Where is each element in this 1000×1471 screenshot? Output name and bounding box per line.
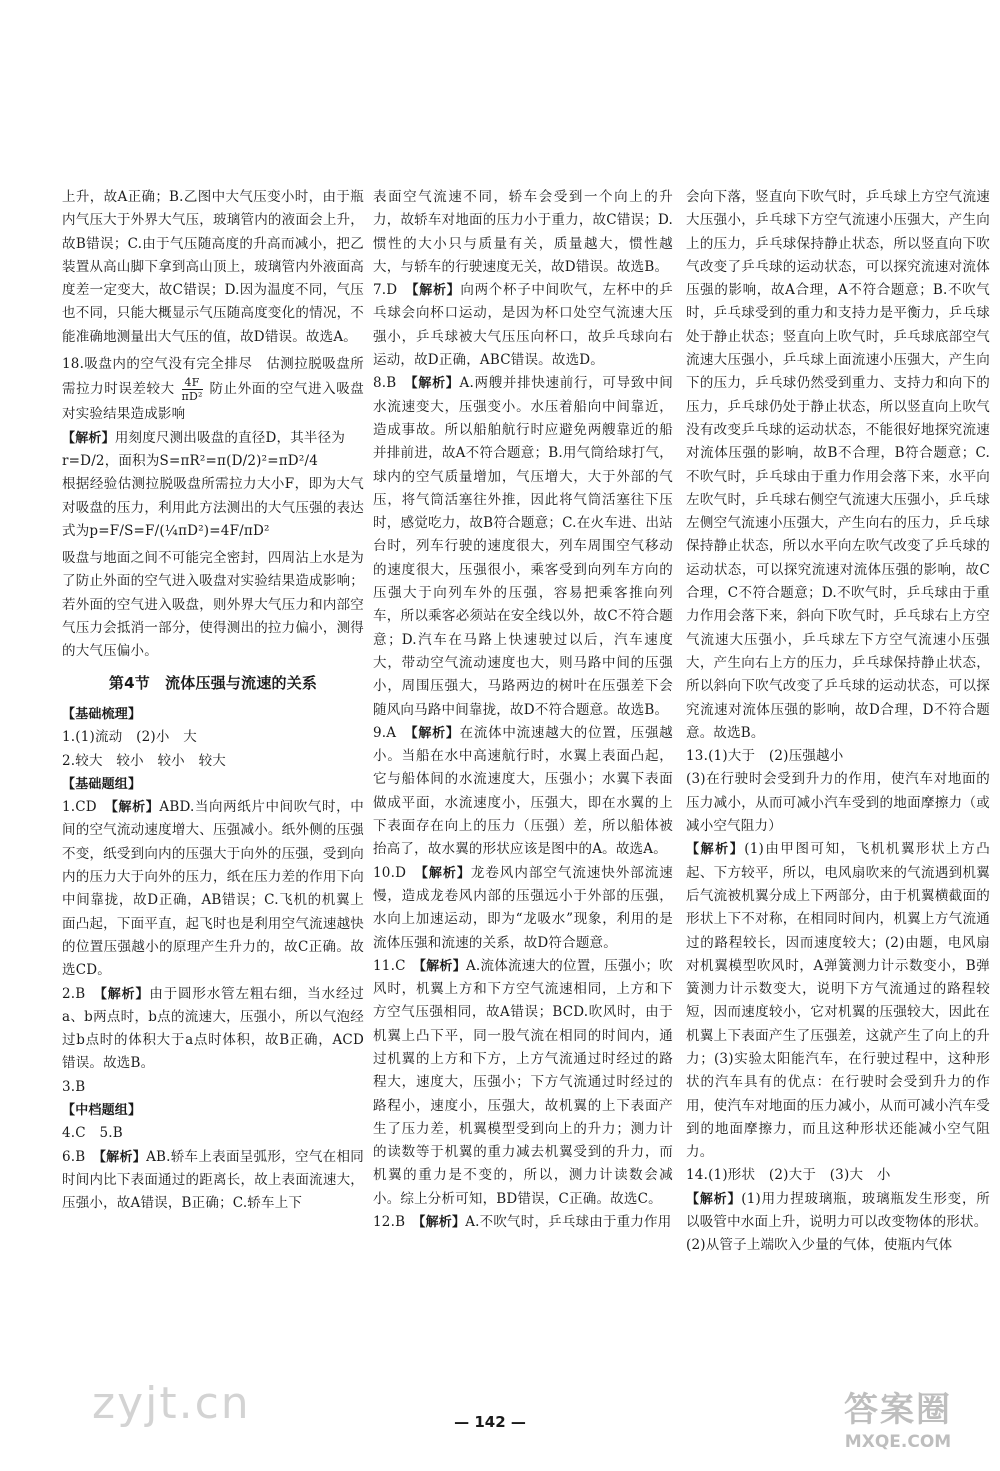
- q1: [62, 796, 364, 982]
- q18-fraction-num: 4F: [182, 376, 203, 390]
- q11-label: 11.C: [373, 957, 406, 974]
- q10: [373, 862, 673, 955]
- q3: 3.B: [62, 1078, 86, 1095]
- q6: [62, 1146, 364, 1216]
- q8-tag: 【解析】: [411, 376, 460, 392]
- column-middle: [373, 186, 673, 1234]
- q12-label: 12.B: [373, 1214, 406, 1231]
- q14-text: (1)用力捏玻璃瓶，玻璃瓶发生形变，所以吸管中水面上升，说明力可以改变物体的形状。: [686, 1190, 990, 1231]
- q2-tag: 【解析】: [100, 986, 150, 1002]
- q12-tag: 【解析】: [418, 1215, 466, 1231]
- q10-tag: 【解析】: [421, 865, 471, 881]
- q18-analysis: [62, 427, 364, 450]
- q18-analysis-text: 用刻度尺测出吸盘的直径D，其半径为: [114, 429, 346, 446]
- q7-text: 向两个杯子中间吹气，左杯中的乒乓球会向杯口运动，是因为杯口处空气流速大压强小，乒乓球被大气压压向杯口，故乒乓球向右运动，故D正确，ABC错误。故选D。: [373, 282, 673, 369]
- q14-answer: 14.(1)形状 (2)大于 (3)大 小: [686, 1167, 891, 1184]
- column-right: [686, 186, 990, 1258]
- q7: [373, 279, 673, 372]
- q18-answer-text: 18.吸盘内的空气没有完全排尽 估测拉脱吸盘所需拉力时误差较大: [62, 356, 364, 398]
- q7-tag: 【解析】: [412, 283, 461, 299]
- q12: [373, 1211, 673, 1234]
- heading-basic-group: 【基础题组】: [62, 776, 142, 792]
- zyjt-watermark-logo: zyjt.cn: [92, 1378, 251, 1429]
- q11-tag: 【解析】: [419, 958, 466, 974]
- q6-text: AB.轿车上表面呈弧形，空气在相同时间内比下表面通过的距离长，故上表面流速大，压强小，故A错误，B正确；C.轿车上下: [62, 1148, 364, 1212]
- q18-analysis-2: 根据经验估测拉脱吸盘所需拉力大小F，即为大气对吸盘的压力，利用此方法测出的大气压强的表达式为p=F/S=F/(¼πD²)=4F/πD²: [62, 476, 364, 539]
- q13-answer-a: 13.(1)大于 (2)压强越小: [686, 748, 844, 765]
- q11: [373, 955, 673, 1211]
- q2: [62, 983, 364, 1076]
- q8-text: A.两艘并排快速前行，可导致中间水流速变大，压强变小。水压着船向中间靠近，造成事故。所以船舶航行时应避免两艘靠近的船并排前进，故A不符合题意；B.用气筒给球打气，球内的空气质量增加，气压增大，大于外部的气压，将气筒活塞往外推，因此将气筒活塞往下压时，感觉吃力，故B符合题意；C.在火车进、出站台时，列车行驶的速度很大，列车周围空气移动的速度很大，压强很小，乘客受到向列车方向的压强大于向列车外的压强，容易把乘客推向列车，所以乘客必须站在安全线以外，故C不符合题意；D.汽车在马路上快速驶过以后，汽车速度大，带动空气流动速度也大，则马路中间的压强小，周围压强大，马路两边的树叶在压强差下会随风向马路中间靠拢，故D不符合题意。故选B。: [373, 375, 673, 718]
- q2-text: 由于圆形水管左粗右细，当水经过a、b两点时，b点的流速大，压强小，所以气泡经过b点时的体积大于a点时体积，故B正确，ACD错误。故选B。: [62, 985, 364, 1072]
- q18-analysis-tag: 【解析】: [62, 430, 115, 446]
- mxqe-watermark-logo: [818, 1390, 978, 1462]
- basic-review-1: 1.(1)流动 (2)小 大: [62, 729, 197, 746]
- q8: [373, 372, 673, 721]
- q18-answer: [62, 353, 364, 427]
- q9-text: 在流体中流速越大的位置，压强越小。当船在水中高速航行时，水翼上表面凸起，它与船体间的水流速度大，压强小；水翼下表面做成平面，水流速度小，压强大，即在水翼的上下表面存在向上的压力（压强）差，所以船体被抬高了，故水翼的形状应该是图中的A。故选A。: [373, 724, 673, 858]
- q10-label: 10.D: [373, 864, 407, 881]
- col2-continued-paragraph: 表面空气流速不同，轿车会受到一个向上的升力，故轿车对地面的压力小于重力，故C错误；D.惯性的大小只与质量有关，质量越大，惯性越大，与轿车的行驶速度无关，故D错误。故选B。: [373, 189, 673, 275]
- q6-tag: 【解析】: [99, 1149, 147, 1165]
- q18-fraction: [182, 376, 203, 403]
- q14-analysis: [686, 1188, 990, 1235]
- q9-tag: 【解析】: [411, 725, 460, 741]
- q6-label: 6.B: [62, 1148, 86, 1165]
- q13-tag: 【解析】: [686, 842, 745, 858]
- q10-text: 龙卷风内部空气流速快外部流速慢，造成龙卷风内部的压强远小于外部的压强，水向上加速运动，即为“龙吸水”现象，利用的是流体压强和流速的关系，故D符合题意。: [373, 864, 673, 951]
- q1-label: 1.CD: [62, 799, 97, 816]
- q1-text: ABD.当向两纸片中间吹气时，中间的空气流动速度增大、压强减小。纸外侧的压强不变，纸受到向内的压强大于向外的压强，受到向内的压力大于向外的压力，纸在压力差的作用下向中间靠拢，故D正确，AB错误；C.飞机的机翼上面凸起，下面平直，起飞时也是利用空气流速越快的位置压强越小的原理产生升力的，故C正确。故选CD。: [62, 799, 364, 979]
- q1-tag: 【解析】: [111, 800, 160, 816]
- section-title: 第4节 流体压强与流速的关系: [108, 673, 318, 692]
- mxqe-logo-url: MXQE.COM: [844, 1432, 952, 1452]
- heading-basic-review: 【基础梳理】: [62, 706, 142, 722]
- q18-formula-area: r=D/2，面积为S=πR²=π(D/2)²=πD²/4: [62, 452, 318, 469]
- heading-middle-group: 【中档题组】: [62, 1102, 142, 1118]
- q11-text: A.流体流速大的位置，压强小；吹风时，机翼上方和下方空气流速相同，上方和下方空气压强相同，故A错误；BCD.吹风时，由于机翼上凸下平，同一股气流在相同的时间内，通过机翼的上方和下方，上方气流通过时经过的路程大，速度大，压强小；下方气流通过时经过的路程小，速度小，压强大，故机翼的上下表面产生了压力差，机翼模型受到向上的升力；测力计的读数等于机翼的重力减去机翼受到的升力，而机翼的重力是不变的，所以，测力计读数会减小。综上分析可知，BD错误，C正确。故选C。: [373, 957, 673, 1207]
- q18-analysis-3: 吸盘与地面之间不可能完全密封，四周沾上水是为了防止外面的空气进入吸盘对实验结果造成影响；若外面的空气进入吸盘，则外界大气压力和内部空气压力会抵消一部分，使得测出的拉力偏小，测得的大气压偏小。: [62, 550, 364, 660]
- q13-answer-b: (3)在行驶时会受到升力的作用，使汽车对地面的压力减小，从而可减小汽车受到的地面摩擦力（或减小空气阻力）: [686, 771, 990, 835]
- q18-fraction-den: πD²: [181, 390, 203, 404]
- q9-label: 9.A: [373, 724, 397, 741]
- q12-text: A.不吹气时，乒乓球由于重力作用: [465, 1214, 672, 1231]
- q13-analysis: [686, 838, 990, 1164]
- q4-5: 4.C 5.B: [62, 1125, 123, 1142]
- q7-label: 7.D: [373, 282, 398, 299]
- q14-analysis-2: (2)从管子上端吹入少量的气体，使瓶内气体: [686, 1237, 953, 1254]
- q2-label: 2.B: [62, 985, 86, 1002]
- basic-review-2: 2.较大 较小 较小 较大: [62, 752, 226, 769]
- mxqe-logo-title: 答案圈: [844, 1390, 952, 1430]
- q13-text: (1)由甲图可知，飞机机翼形状上方凸起、下方较平，所以，电风扇吹来的气流遇到机翼后气流被机翼分成上下两部分，由于机翼横截面的形状上下不对称，在相同时间内，机翼上方气流通过的路程较长，因而速度较大；(2)由题，电风扇对机翼模型吹风时，A弹簧测力计示数变小，B弹簧测力计示数变大，说明下方气流通过的路程较短，因而速度较小，它对机翼的压强较大，因此在机翼上下表面产生了压强差，这就产生了向上的升力；(3)实验太阳能汽车，在行驶过程中，这种形状的汽车具有的优点：在行驶时会受到升力的作用，使汽车对地面的压力减小，从而可减小汽车受到的地面摩擦力，而且这种形状还能减小空气阻力。: [686, 841, 990, 1161]
- col1-continued-paragraph: 上升，故A正确；B.乙图中大气压变小时，由于瓶内气压大于外界大气压，玻璃管内的液面会上升，故B错误；C.由于气压随高度的升高而减小，把乙装置从高山脚下拿到高山顶上，玻璃管内外液面高度差一定变大，故C错误；D.因为温度不同，气压也不同，只能大概显示气压随高度变化的情况，不能准确地测量出大气压的值，故D错误。故选A。: [62, 189, 364, 345]
- q9: [373, 722, 673, 862]
- q18-answer-tail: 防止外面的空气进入吸盘对实验结果造成影响: [62, 381, 364, 423]
- page-number: — 142 —: [454, 1413, 526, 1431]
- column-left: [62, 186, 364, 1215]
- q14-tag: 【解析】: [686, 1191, 742, 1207]
- col3-continued-paragraph: 会向下落，竖直向下吹气时，乒乓球上方空气流速大压强小，乒乓球下方空气流速小压强大，产生向上的压力，乒乓球保持静止状态，所以竖直向下吹气改变了乒乓球的运动状态，可以探究流速对流体压强的影响，故A合理，A不符合题意；B.不吹气时，乒乓球受到的重力和支持力是平衡力，乒乓球处于静止状态；竖直向上吹气时，乒乓球底部空气流速大压强小，乒乓球上面流速小压强大，产生向下的压力，乒乓球仍然受到重力、支持力和向下的压力，乒乓球仍处于静止状态，所以竖直向上吹气没有改变乒乓球的运动状态，不能很好地探究流速对流体压强的影响，故B不合理，B符合题意；C.不吹气时，乒乓球由于重力作用会落下来，水平向左吹气时，乒乓球右侧空气流速大压强小，乒乓球左侧空气流速小压强大，产生向右的压力，乒乓球保持静止状态，所以水平向左吹气改变了乒乓球的运动状态，可以探究流速对流体压强的影响，故C合理，C不符合题意；D.不吹气时，乒乓球由于重力作用会落下来，斜向下吹气时，乒乓球右上方空气流速大压强小，乒乓球左下方空气流速小压强大，产生向右上方的压力，乒乓球保持静止状态，所以斜向下吹气改变了乒乓球的运动状态，可以探究流速对流体压强的影响，故D合理，D不符合题意。故选B。: [686, 189, 990, 741]
- q8-label: 8.B: [373, 375, 397, 392]
